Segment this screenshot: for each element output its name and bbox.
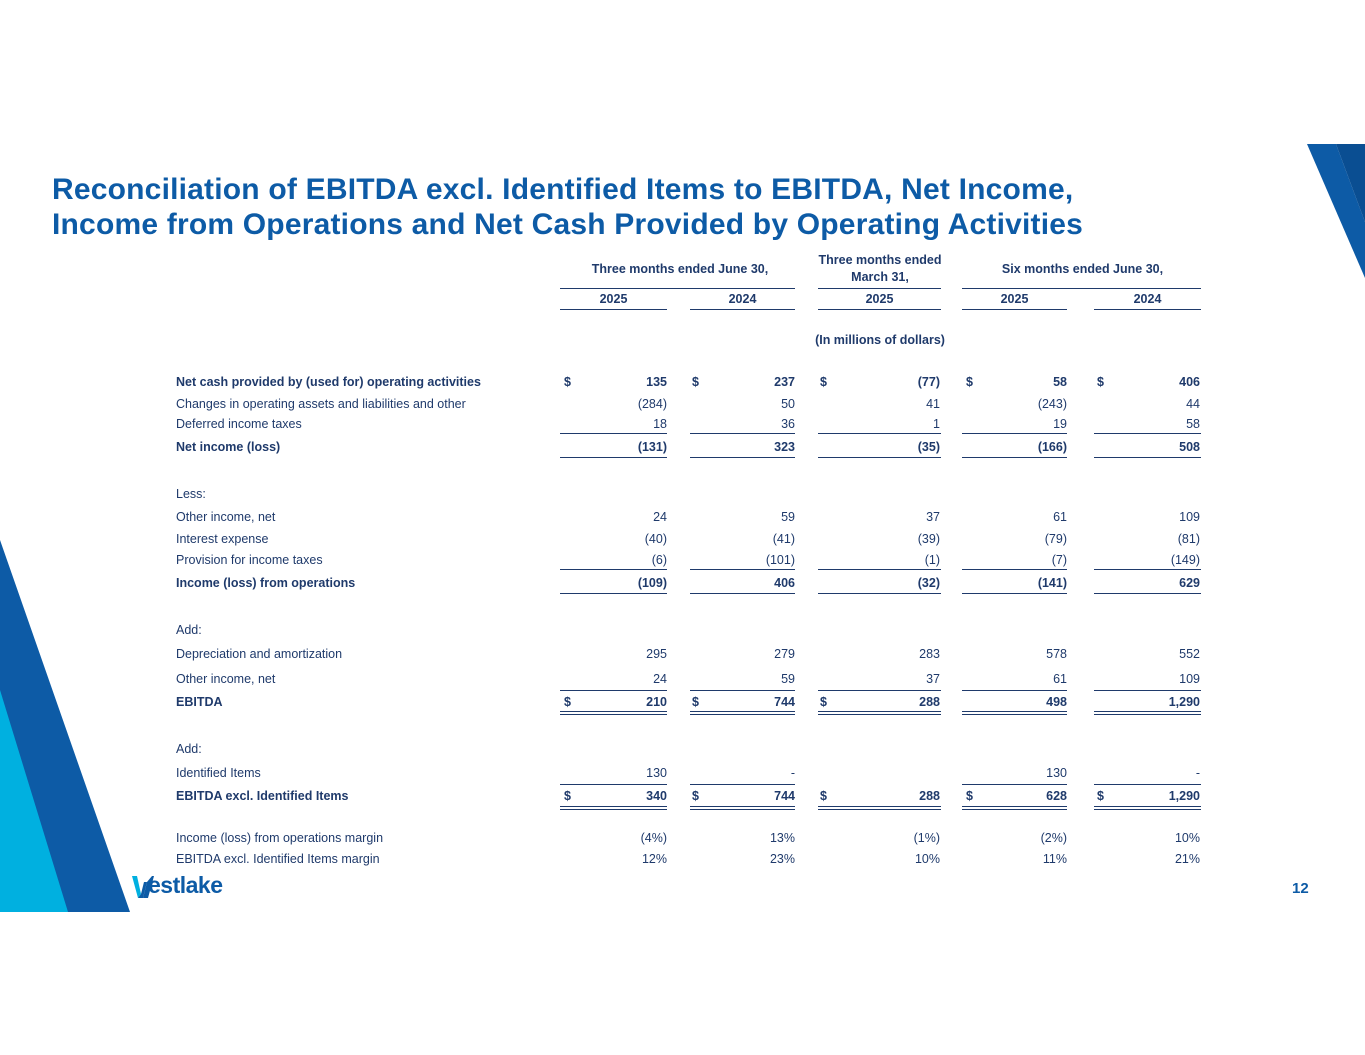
table-cell: 10% bbox=[914, 852, 940, 866]
year-header: 2025 bbox=[1000, 292, 1029, 306]
year-header: 2025 bbox=[865, 292, 894, 306]
table-cell: 37 bbox=[926, 672, 940, 686]
table-cell: 210 bbox=[646, 695, 667, 709]
table-cell: 283 bbox=[919, 647, 940, 661]
table-cell: (149) bbox=[1170, 553, 1200, 567]
single-underline bbox=[962, 784, 1067, 785]
table-cell: 628 bbox=[1046, 789, 1067, 803]
double-underline bbox=[690, 806, 795, 810]
table-cell: 340 bbox=[646, 789, 667, 803]
table-cell: 23% bbox=[769, 852, 795, 866]
table-cell: 58 bbox=[1053, 375, 1067, 389]
single-underline bbox=[1094, 690, 1201, 691]
year-header-rule bbox=[962, 309, 1067, 310]
dollar-sign: $ bbox=[820, 375, 827, 389]
table-cell: 744 bbox=[774, 789, 795, 803]
single-underline bbox=[962, 457, 1067, 458]
single-underline bbox=[1094, 457, 1201, 458]
table-cell: (35) bbox=[917, 440, 940, 454]
table-cell: 288 bbox=[919, 789, 940, 803]
table-cell: 13% bbox=[769, 831, 795, 845]
table-cell: (6) bbox=[651, 553, 667, 567]
title-line-2: Income from Operations and Net Cash Provided by Operating Activities bbox=[52, 208, 1084, 241]
table-cell: 10% bbox=[1174, 831, 1200, 845]
row-label: EBITDA excl. Identified Items bbox=[176, 789, 349, 803]
row-label: Provision for income taxes bbox=[176, 553, 323, 567]
double-underline bbox=[1094, 711, 1201, 715]
table-cell: 24 bbox=[653, 672, 667, 686]
dollar-sign: $ bbox=[966, 789, 973, 803]
table-cell: 130 bbox=[1046, 766, 1067, 780]
row-label: Interest expense bbox=[176, 532, 269, 546]
table-cell: (77) bbox=[917, 375, 940, 389]
table-cell: 12% bbox=[641, 852, 667, 866]
table-cell: 61 bbox=[1053, 672, 1067, 686]
table-cell: (141) bbox=[1037, 576, 1067, 590]
single-underline bbox=[560, 457, 667, 458]
dollar-sign: $ bbox=[564, 789, 571, 803]
table-cell: 498 bbox=[1046, 695, 1067, 709]
table-cell: 24 bbox=[653, 510, 667, 524]
single-underline bbox=[560, 593, 667, 594]
single-underline bbox=[1094, 784, 1201, 785]
table-cell: (41) bbox=[772, 532, 795, 546]
table-cell: 406 bbox=[774, 576, 795, 590]
year-header-rule bbox=[690, 309, 795, 310]
double-underline bbox=[962, 806, 1067, 810]
table-cell: 41 bbox=[926, 397, 940, 411]
single-underline bbox=[962, 569, 1067, 570]
table-cell: 629 bbox=[1179, 576, 1200, 590]
table-cell: (284) bbox=[637, 397, 667, 411]
table-cell: 50 bbox=[781, 397, 795, 411]
dollar-sign: $ bbox=[692, 375, 699, 389]
table-cell: 237 bbox=[774, 375, 795, 389]
table-cell: (79) bbox=[1044, 532, 1067, 546]
table-cell: (39) bbox=[917, 532, 940, 546]
table-cell: 18 bbox=[653, 417, 667, 431]
double-underline bbox=[1094, 806, 1201, 810]
double-underline bbox=[818, 806, 941, 810]
row-label: Identified Items bbox=[176, 766, 261, 780]
table-cell: 58 bbox=[1186, 417, 1200, 431]
table-cell: (101) bbox=[765, 553, 795, 567]
table-cell: (166) bbox=[1037, 440, 1067, 454]
row-label: EBITDA excl. Identified Items margin bbox=[176, 852, 380, 866]
table-cell: 44 bbox=[1186, 397, 1200, 411]
table-cell: 59 bbox=[781, 672, 795, 686]
double-underline bbox=[560, 806, 667, 810]
dollar-sign: $ bbox=[820, 789, 827, 803]
single-underline bbox=[1094, 433, 1201, 434]
westlake-logo-text: estlake bbox=[148, 872, 223, 898]
single-underline bbox=[818, 433, 941, 434]
single-underline bbox=[962, 690, 1067, 691]
single-underline bbox=[818, 690, 941, 691]
year-header: 2024 bbox=[728, 292, 757, 306]
page-title bbox=[52, 172, 1083, 242]
double-underline bbox=[818, 711, 941, 715]
table-cell: 578 bbox=[1046, 647, 1067, 661]
dollar-sign: $ bbox=[692, 695, 699, 709]
single-underline bbox=[1094, 569, 1201, 570]
table-cell: (7) bbox=[1051, 553, 1067, 567]
table-cell: 109 bbox=[1179, 672, 1200, 686]
header-rule bbox=[560, 288, 795, 289]
header-six-months-june: Six months ended June 30, bbox=[1001, 262, 1164, 276]
header-rule bbox=[818, 288, 941, 289]
single-underline bbox=[962, 593, 1067, 594]
table-cell: (109) bbox=[637, 576, 667, 590]
double-underline bbox=[962, 711, 1067, 715]
row-label: Add: bbox=[176, 742, 202, 756]
table-cell: 59 bbox=[781, 510, 795, 524]
row-label: Net cash provided by (used for) operating activities bbox=[176, 375, 481, 389]
year-header-rule bbox=[1094, 309, 1201, 310]
row-label: Add: bbox=[176, 623, 202, 637]
dollar-sign: $ bbox=[564, 695, 571, 709]
dollar-sign: $ bbox=[1097, 789, 1104, 803]
single-underline bbox=[690, 593, 795, 594]
table-cell: 406 bbox=[1179, 375, 1200, 389]
single-underline bbox=[560, 433, 667, 434]
single-underline bbox=[690, 690, 795, 691]
table-cell: 552 bbox=[1179, 647, 1200, 661]
dollar-sign: $ bbox=[820, 695, 827, 709]
table-cell: (2%) bbox=[1040, 831, 1067, 845]
single-underline bbox=[690, 784, 795, 785]
single-underline bbox=[690, 457, 795, 458]
table-cell: 295 bbox=[646, 647, 667, 661]
table-cell: 744 bbox=[774, 695, 795, 709]
header-three-months-march-line1: Three months ended bbox=[818, 253, 942, 267]
table-cell: 37 bbox=[926, 510, 940, 524]
table-cell: 1,290 bbox=[1168, 695, 1200, 709]
single-underline bbox=[1094, 593, 1201, 594]
table-cell: 288 bbox=[919, 695, 940, 709]
table-cell: 1,290 bbox=[1168, 789, 1200, 803]
year-header-rule bbox=[818, 309, 941, 310]
table-cell: 11% bbox=[1042, 852, 1067, 866]
row-label: Deferred income taxes bbox=[176, 417, 302, 431]
year-header: 2025 bbox=[599, 292, 628, 306]
year-header-rule bbox=[560, 309, 667, 310]
year-header: 2024 bbox=[1133, 292, 1162, 306]
double-underline bbox=[690, 711, 795, 715]
units-note: (In millions of dollars) bbox=[815, 333, 945, 347]
table-cell: - bbox=[790, 766, 795, 780]
table-cell: (4%) bbox=[640, 831, 667, 845]
page-number: 12 bbox=[1292, 880, 1309, 897]
dollar-sign: $ bbox=[692, 789, 699, 803]
table-cell: (131) bbox=[637, 440, 667, 454]
single-underline bbox=[962, 433, 1067, 434]
single-underline bbox=[690, 569, 795, 570]
table-cell: 323 bbox=[774, 440, 795, 454]
table-cell: (243) bbox=[1037, 397, 1067, 411]
row-label: EBITDA bbox=[176, 695, 223, 709]
single-underline bbox=[818, 593, 941, 594]
row-label: Net income (loss) bbox=[176, 440, 281, 454]
row-label: Other income, net bbox=[176, 510, 276, 524]
table-cell: 130 bbox=[646, 766, 667, 780]
header-three-months-june: Three months ended June 30, bbox=[591, 262, 769, 276]
row-label: Depreciation and amortization bbox=[176, 647, 343, 661]
table-cell: - bbox=[1195, 766, 1200, 780]
table-cell: (32) bbox=[917, 576, 940, 590]
table-cell: (40) bbox=[644, 532, 667, 546]
single-underline bbox=[560, 784, 667, 785]
double-underline bbox=[560, 711, 667, 715]
row-label: Other income, net bbox=[176, 672, 276, 686]
row-label: Less: bbox=[176, 487, 206, 501]
dollar-sign: $ bbox=[564, 375, 571, 389]
table-cell: (81) bbox=[1177, 532, 1200, 546]
table-cell: (1%) bbox=[913, 831, 940, 845]
header-three-months-march-line2: March 31, bbox=[851, 270, 909, 284]
single-underline bbox=[560, 690, 667, 691]
table-cell: 135 bbox=[646, 375, 667, 389]
table-cell: 36 bbox=[781, 417, 795, 431]
table-cell: 21% bbox=[1174, 852, 1200, 866]
row-label: Income (loss) from operations bbox=[176, 576, 356, 590]
single-underline bbox=[690, 433, 795, 434]
table-cell: 1 bbox=[933, 417, 940, 431]
table-cell: 61 bbox=[1053, 510, 1067, 524]
table-cell: 109 bbox=[1179, 510, 1200, 524]
title-line-1: Reconciliation of EBITDA excl. Identified Items to EBITDA, Net Income, bbox=[52, 173, 1074, 206]
header-rule bbox=[962, 288, 1201, 289]
single-underline bbox=[818, 457, 941, 458]
table-cell: (1) bbox=[924, 553, 940, 567]
single-underline bbox=[560, 569, 667, 570]
single-underline bbox=[818, 569, 941, 570]
table-cell: 279 bbox=[774, 647, 795, 661]
row-label: Changes in operating assets and liabilities and other bbox=[176, 397, 466, 411]
dollar-sign: $ bbox=[1097, 375, 1104, 389]
table-cell: 19 bbox=[1053, 417, 1067, 431]
row-label: Income (loss) from operations margin bbox=[176, 831, 384, 845]
table-cell: 508 bbox=[1179, 440, 1200, 454]
dollar-sign: $ bbox=[966, 375, 973, 389]
